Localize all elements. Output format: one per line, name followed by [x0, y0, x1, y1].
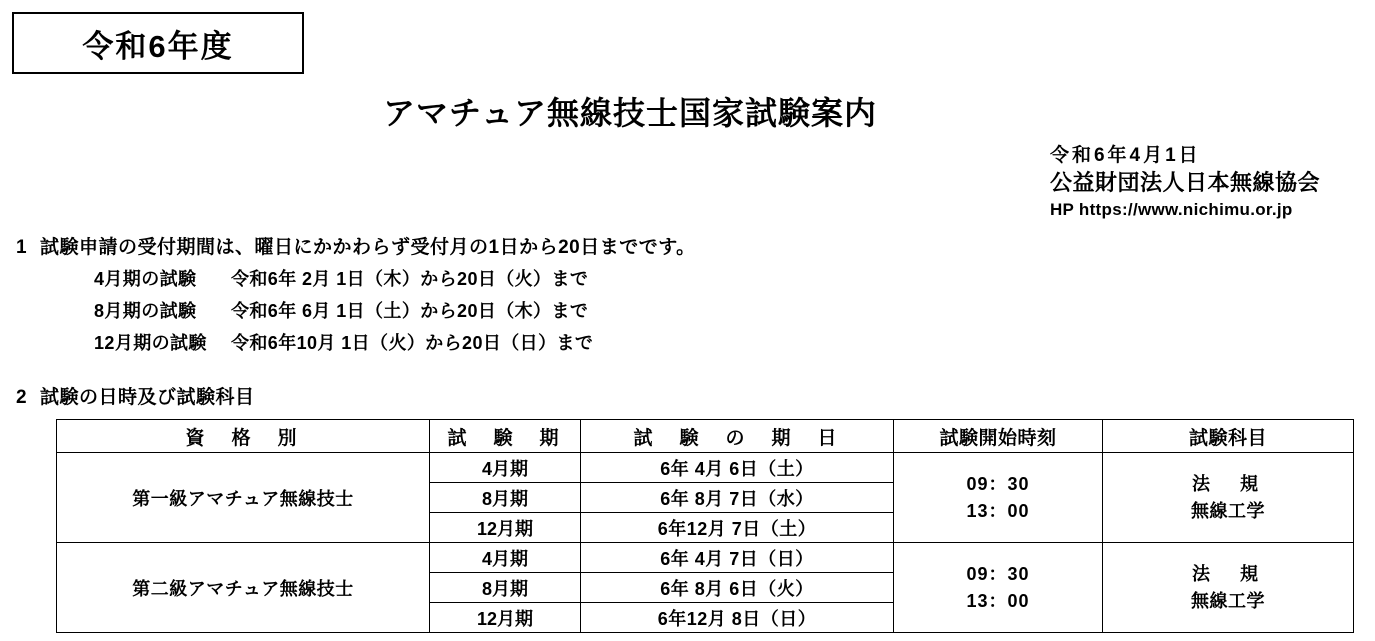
subject-line: 法 規	[1192, 474, 1264, 495]
period-row	[16, 265, 1216, 291]
period-value: 令和6年 6月 1日（土）から20日（木）まで	[231, 301, 589, 321]
section-application-period	[16, 232, 1216, 355]
cell-term: 4月期	[430, 543, 581, 573]
period-row	[16, 329, 1216, 355]
column-header-term: 試 験 期	[430, 420, 581, 453]
start-time-line: 13：00	[966, 590, 1030, 611]
period-value: 令和6年10月 1日（火）から20日（日）まで	[231, 333, 594, 353]
cell-start-time	[894, 453, 1103, 543]
table-row	[57, 543, 1354, 573]
issuer-block	[1050, 143, 1320, 222]
period-row	[16, 297, 1216, 323]
column-header-subject: 試験科目	[1103, 420, 1354, 453]
cell-date: 6年 4月 6日（土）	[581, 453, 894, 483]
section2-heading-text: 試験の日時及び試験科目	[40, 387, 255, 408]
cell-term: 4月期	[430, 453, 581, 483]
column-header-start-time: 試験開始時刻	[894, 420, 1103, 453]
cell-term: 8月期	[430, 573, 581, 603]
era-badge-label: 令和6年度	[82, 28, 234, 64]
start-time-line: 13：00	[966, 500, 1030, 521]
cell-term: 12月期	[430, 513, 581, 543]
cell-qualification: 第二級アマチュア無線技士	[57, 543, 430, 633]
subject-line: 無線工学	[1191, 590, 1265, 611]
issuer-date: 令和6年4月1日	[1049, 145, 1201, 166]
section1-heading	[16, 232, 1216, 259]
cell-date: 6年 4月 7日（日）	[581, 543, 894, 573]
cell-start-time	[894, 543, 1103, 633]
cell-date: 6年12月 7日（土）	[581, 513, 894, 543]
start-time-line: 09：30	[966, 474, 1030, 495]
cell-date: 6年 8月 6日（火）	[581, 573, 894, 603]
subject-line: 無線工学	[1191, 500, 1265, 521]
section2-heading	[16, 382, 1356, 409]
period-label: 4月期の試験	[94, 269, 197, 289]
exam-schedule-table	[56, 419, 1354, 633]
table-header-row	[57, 420, 1354, 453]
column-header-date: 試 験 の 期 日	[581, 420, 894, 453]
issuer-homepage: HP https://www.nichimu.or.jp	[1049, 200, 1293, 220]
cell-date: 6年 8月 7日（水）	[581, 483, 894, 513]
start-time-line: 09：30	[966, 564, 1030, 585]
cell-date: 6年12月 8日（日）	[581, 603, 894, 633]
cell-qualification: 第一級アマチュア無線技士	[57, 453, 430, 543]
cell-subject	[1103, 453, 1354, 543]
section-exam-schedule	[16, 382, 1356, 633]
issuer-organization: 公益財団法人日本無線協会	[1049, 169, 1320, 195]
period-value: 令和6年 2月 1日（木）から20日（火）まで	[231, 269, 589, 289]
page-title: アマチュア無線技士国家試験案内	[382, 95, 878, 131]
period-label: 12月期の試験	[94, 333, 207, 353]
section1-number: 1	[16, 237, 28, 258]
section1-heading-text: 試験申請の受付期間は、曜日にかかわらず受付月の1日から20日までです。	[40, 237, 696, 258]
era-badge	[12, 12, 304, 74]
cell-term: 8月期	[430, 483, 581, 513]
section2-number: 2	[16, 387, 28, 408]
cell-subject	[1103, 543, 1354, 633]
column-header-qualification: 資 格 別	[57, 420, 430, 453]
period-label: 8月期の試験	[94, 301, 197, 321]
table-row	[57, 453, 1354, 483]
subject-line: 法 規	[1192, 564, 1264, 585]
cell-term: 12月期	[430, 603, 581, 633]
